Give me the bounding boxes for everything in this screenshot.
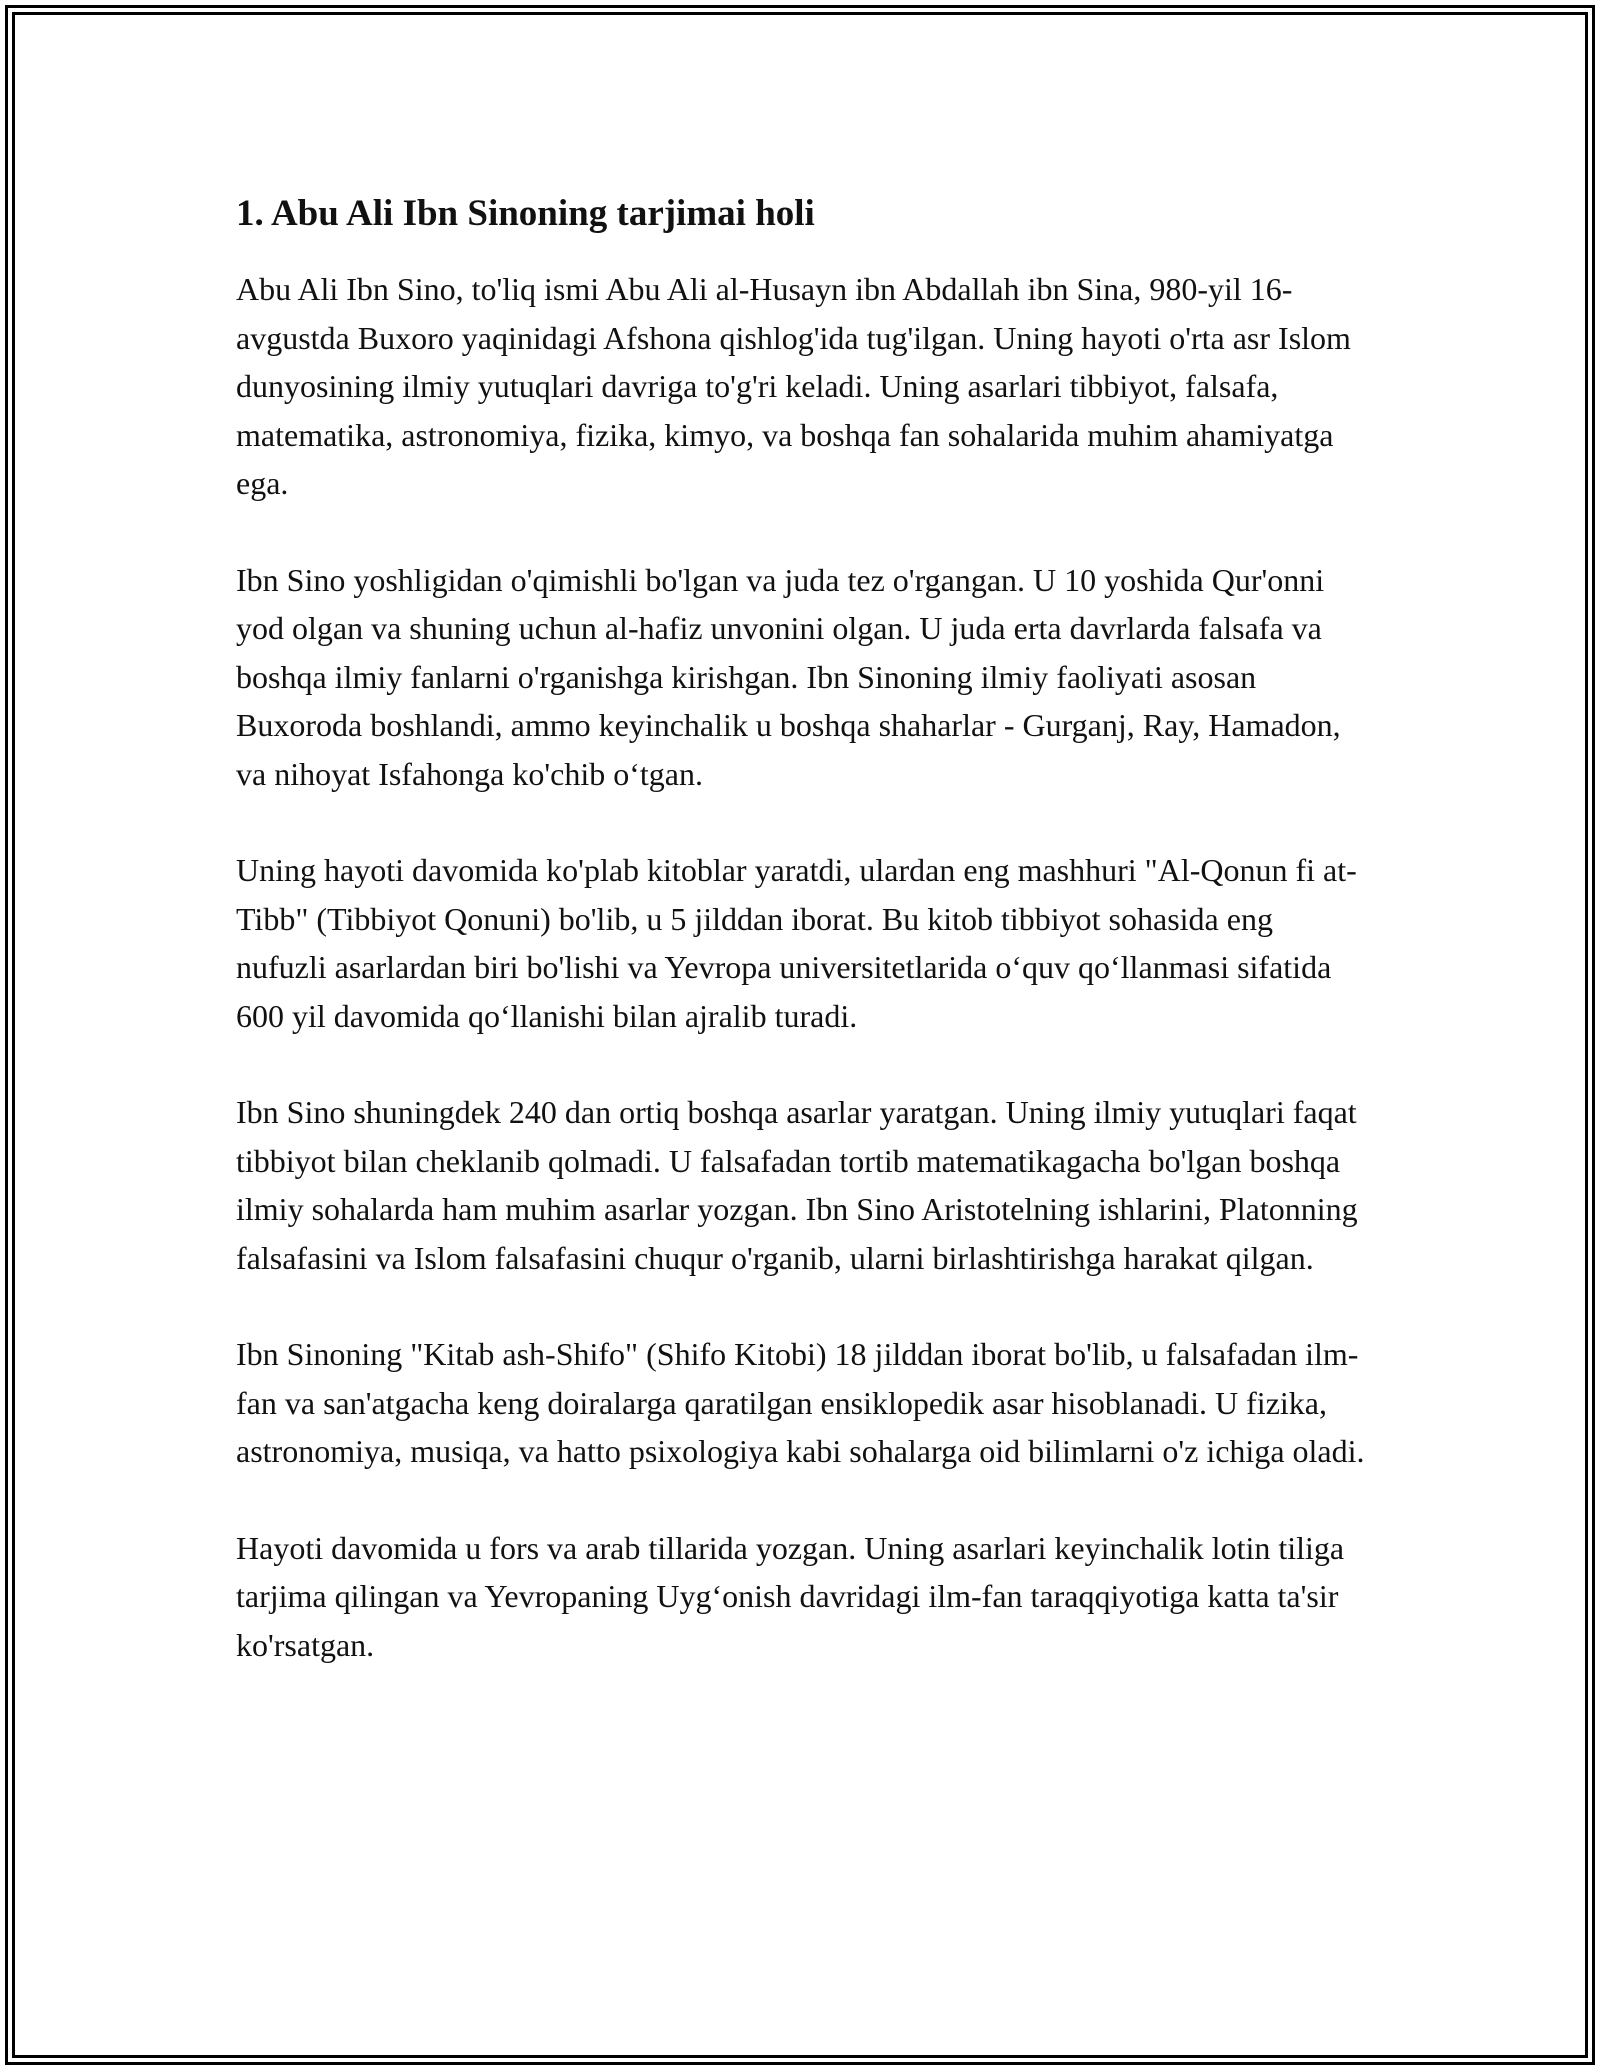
paragraph-qonun: Uning hayoti davomida ko'plab kitoblar yaratdi, ulardan eng mashhuri "Al-Qonun fi at-Tibb" (Tibbiyot Qonuni) bo'lib, u 5 jilddan iborat. Bu kitob tibbiyot sohasida eng nufuzli asarlardan biri bo'lishi va Yevropa universitetlarida o‘quv qo‘llanmasi sifatida 600 yil davomida qo‘llanishi bilan ajralib turadi.	[236, 852, 1357, 1034]
paragraph-youth: Ibn Sino yoshligidan o'qimishli bo'lgan va juda tez o'rgangan. U 10 yoshida Qur'onni yod olgan va shuning uchun al-hafiz unvonini olgan. U juda erta davrlarda falsafa va boshqa ilmiy fanlarni o'rganishga kirishgan. Ibn Sinoning ilmiy faoliyati asosan Buxoroda boshlandi, ammo keyinchalik u boshqa shaharlar - Gurganj, Ray, Hamadon, va nihoyat Isfahonga ko'chib o‘tgan.	[236, 561, 1341, 792]
document-body	[236, 186, 1366, 1669]
paragraph-birth: Abu Ali Ibn Sino, to'liq ismi Abu Ali al-Husayn ibn Abdallah ibn Sina, 980-yil 16-avgustda Buxoro yaqinidagi Afshona qishlog'ida tug'ilgan. Uning hayoti o'rta asr Islom dunyosining ilmiy yutuqlari davriga to'g'ri keladi. Uning asarlari tibbiyot, falsafa, matematika, astronomiya, fizika, kimyo, va boshqa fan sohalarida muhim ahamiyatga ega.	[236, 271, 1351, 501]
document-title: 1. Abu Ali Ibn Sinoning tarjimai holi	[236, 193, 815, 234]
paragraph-languages: Hayoti davomida u fors va arab tillarida yozgan. Uning asarlari keyinchalik lotin tiliga tarjima qilingan va Yevropaning Uyg‘onish davridagi ilm-fan taraqqiyotiga katta ta'sir ko'rsatgan.	[236, 1529, 1345, 1663]
paragraph-shifo: Ibn Sinoning "Kitab ash-Shifo" (Shifo Kitobi) 18 jilddan iborat bo'lib, u falsafadan ilm-fan va san'atgacha keng doiralarga qaratilgan ensiklopedik asar hisoblanadi. U fizika, astronomiya, musiqa, va hatto psixologiya kabi sohalarga oid bilimlarni o'z ichiga oladi.	[236, 1336, 1365, 1469]
paragraph-works: Ibn Sino shuningdek 240 dan ortiq boshqa asarlar yaratgan. Uning ilmiy yutuqlari faqat tibbiyot bilan cheklanib qolmadi. U falsafadan tortib matematikagacha bo'lgan boshqa ilmiy sohalarda ham muhim asarlar yozgan. Ibn Sino Aristotelning ishlarini, Platonning falsafasini va Islom falsafasini chuqur o'rganib, ularni birlashtirishga harakat qilgan.	[236, 1094, 1358, 1276]
